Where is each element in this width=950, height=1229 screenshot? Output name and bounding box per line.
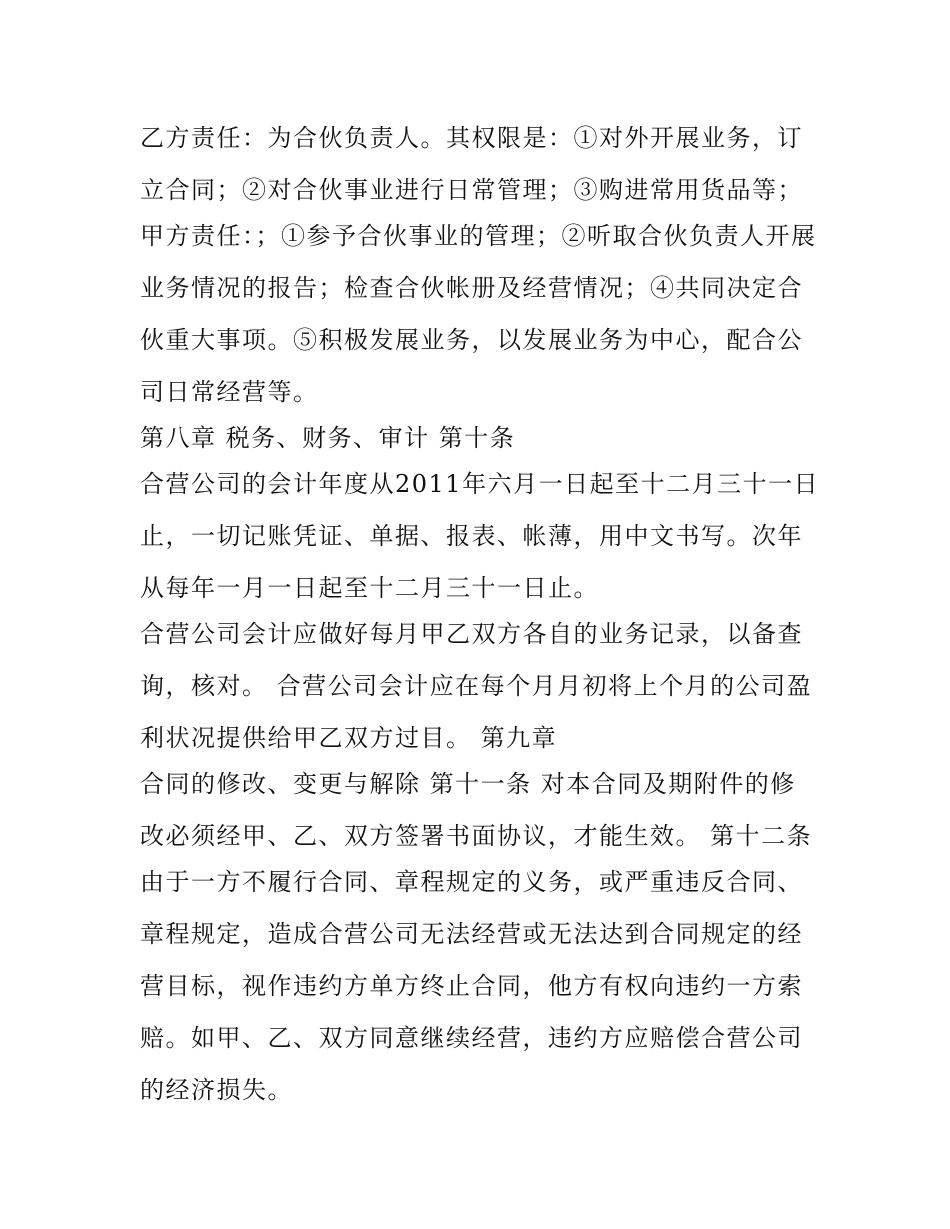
paragraph-party-b-duties: 乙方责任：为合伙负责人。其权限是：①对外开展业务，订立合同；②对合伙事业进行日常管理；③购进常用货品等； [140, 124, 803, 204]
paragraph-fiscal-year: 合营公司的会计年度从2011年六月一日起至十二月三十一日止，一切记账凭证、单据、报表、帐薄，用中文书写。次年从每年一月一日起至十二月三十一日止。 [140, 470, 820, 602]
paragraph-party-a-duties: 甲方责任：；①参予合伙事业的管理；②听取合伙负责人开展业务情况的报告；检查合伙帐册及经营情况；④共同决定合伙重大事项。⑤积极发展业务，以发展业务为中心，配合公司日常经营等。 [140, 222, 817, 406]
paragraph-breach-of-contract: 由于一方不履行合同、章程规定的义务，或严重违反合同、章程规定，造成合营公司无法经营或无法达到合同规定的经营目标，视作违约方单方终止合同，他方有权向违约一方索赔。如甲、乙、双方同意继续经营，违约方应赔偿合营公司的经济损失。 [140, 868, 803, 1104]
chapter-eight-heading: 第八章 税务、财务、审计 第十条 [140, 424, 516, 452]
paragraph-contract-amendment: 合同的修改、变更与解除 第十一条 对本合同及期附件的修改必须经甲、乙、双方签署书面协议，才能生效。 第十二条 [140, 770, 813, 850]
document-body [140, 112, 820, 1116]
paragraph-accounting-records: 合营公司会计应做好每月甲乙双方各自的业务记录，以备查询，核对。 合营公司会计应在每个月月初将上个月的公司盈利状况提供给甲乙双方过目。 第九章 [140, 620, 813, 752]
